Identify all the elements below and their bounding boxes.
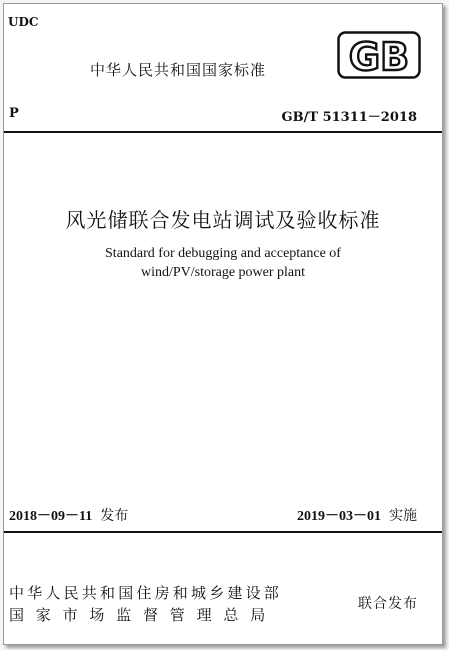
publisher-market-regulation: 国家市场监督管理总局 [9,606,278,624]
issue-date-row [9,505,128,525]
category-code: P [9,106,19,121]
bottom-divider [4,531,442,533]
title-chinese: 风光储联合发电站调试及验收标准 [65,208,381,232]
title-english-line2: wind/PV/storage power plant [140,265,306,280]
effective-date-row [297,505,417,525]
standard-number: GB/T 51311－2018 [281,110,417,125]
issue-label: 发布 [100,508,129,524]
joint-issue-label: 联合发布 [358,596,418,612]
publisher-ministry-housing: 中华人民共和国住房和城乡建设部 [9,584,283,602]
top-divider [4,131,442,133]
effective-date: 2019－03－01 [297,509,381,524]
authority-standard-label: 中华人民共和国国家标准 [90,61,267,79]
udc-label: UDC [8,15,39,29]
effective-label: 实施 [389,508,417,524]
gb-logo-text: GB [348,35,410,79]
title-english-line1: Standard for debugging and acceptance of [105,246,341,261]
gb-logo [337,31,421,79]
issue-date: 2018－09－11 [9,509,93,524]
standard-cover [3,3,443,645]
